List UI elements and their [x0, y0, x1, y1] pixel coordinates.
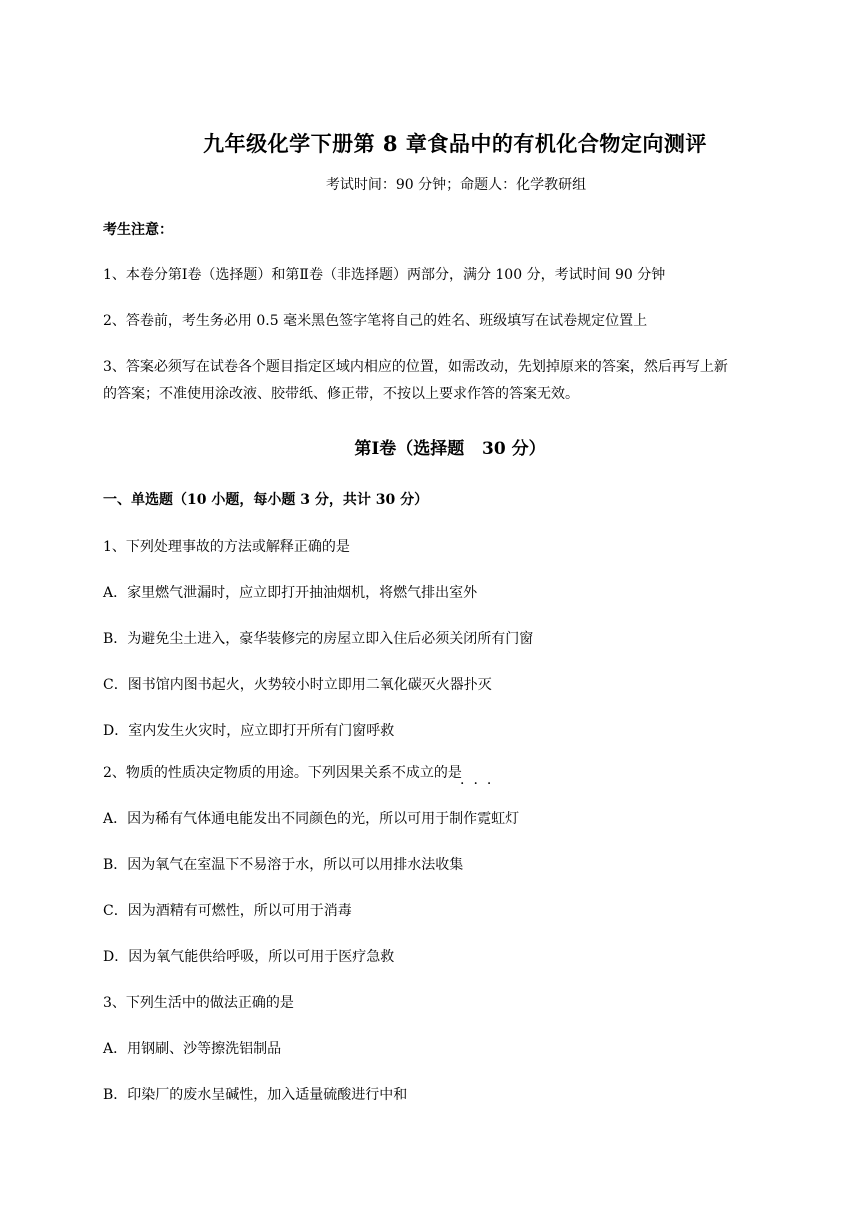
question-option: D．室内发生火灾时，应立即打开所有门窗呼救: [103, 723, 395, 739]
section-title: 第Ⅰ卷（选择题 30 分）: [354, 439, 546, 459]
notice-item: 3、答案必须写在试卷各个题目指定区域内相应的位置，如需改动，先划掉原来的答案，然后再写上新: [103, 359, 728, 375]
notice-heading: 考生注意：: [103, 222, 173, 238]
question-option: A．用钢刷、沙等擦洗铝制品: [103, 1041, 282, 1057]
question-option: B．为避免尘土进入，豪华装修完的房屋立即入住后必须关闭所有门窗: [103, 631, 534, 647]
emphasis-dots: ···: [460, 776, 501, 792]
exam-subtitle: 考试时间：90 分钟；命题人：化学教研组: [325, 177, 587, 193]
question-stem: 1、下列处理事故的方法或解释正确的是: [103, 539, 350, 555]
notice-item: 1、本卷分第Ⅰ卷（选择题）和第Ⅱ卷（非选择题）两部分，满分 100 分，考试时间 90 分钟: [103, 267, 666, 283]
question-stem: 3、下列生活中的做法正确的是: [103, 995, 294, 1011]
notice-item: 的答案；不准使用涂改液、胶带纸、修正带，不按以上要求作答的答案无效。: [103, 386, 579, 402]
notice-item: 2、答卷前，考生务必用 0.5 毫米黑色签字笔将自己的姓名、班级填写在试卷规定位置上: [103, 313, 648, 329]
question-option: B．印染厂的废水呈碱性，加入适量硫酸进行中和: [103, 1087, 408, 1103]
question-option: B．因为氧气在室温下不易溶于水，所以可以用排水法收集: [103, 857, 464, 873]
question-option: A．因为稀有气体通电能发出不同颜色的光，所以可用于制作霓虹灯: [103, 811, 520, 827]
question-option: C．因为酒精有可燃性，所以可用于消毒: [103, 903, 352, 919]
question-option: D．因为氧气能供给呼吸，所以可用于医疗急救: [103, 949, 395, 965]
exam-title: 九年级化学下册第 8 章食品中的有机化合物定向测评: [203, 131, 707, 156]
part-heading: 一、单选题（10 小题，每小题 3 分，共计 30 分）: [103, 492, 429, 508]
question-option: C．图书馆内图书起火，火势较小时立即用二氧化碳灭火器扑灭: [103, 677, 492, 693]
question-option: A．家里燃气泄漏时，应立即打开抽油烟机，将燃气排出室外: [103, 585, 478, 601]
question-stem: 2、物质的性质决定物质的用途。下列因果关系不成立的是: [103, 765, 462, 781]
